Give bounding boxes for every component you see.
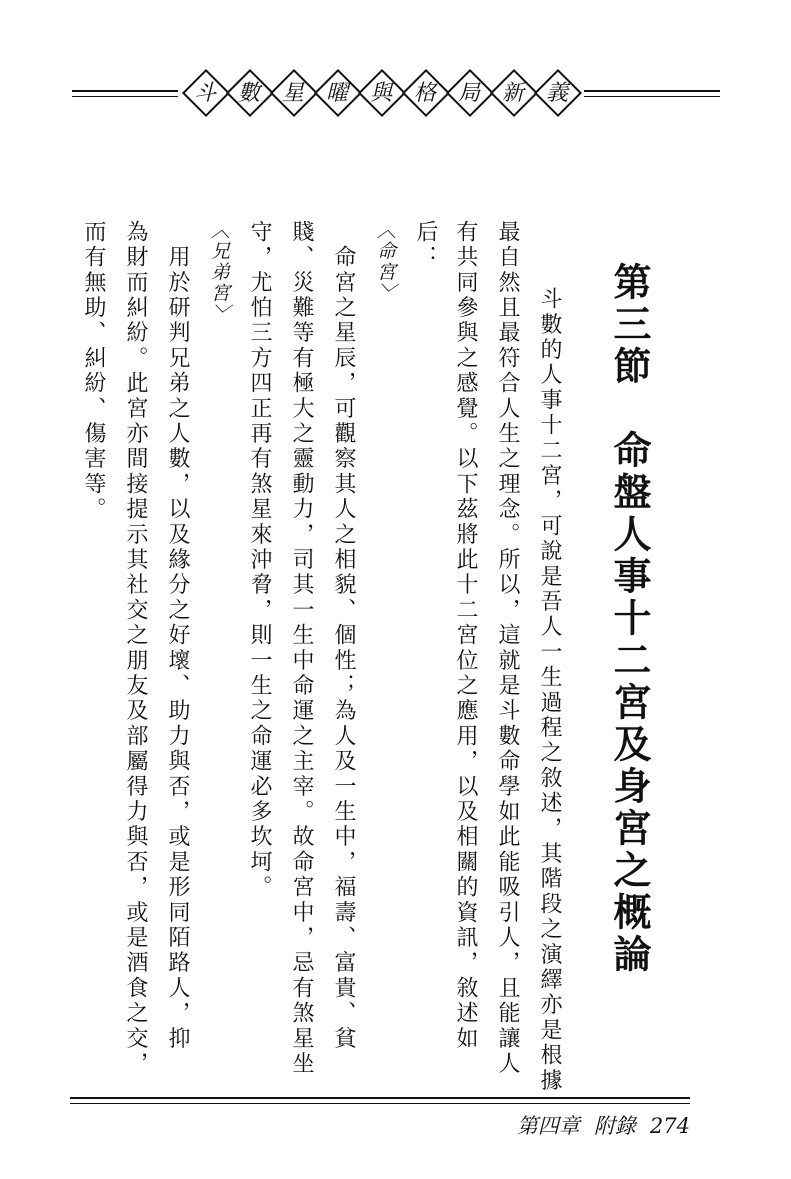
- header-title-char: 新: [501, 81, 524, 106]
- body-line: 后：: [413, 220, 438, 271]
- body-line: 有共同參與之感覺。以下茲將此十二宮位之應用，以及相關的資訊，敘述如: [453, 220, 478, 1052]
- header-title-char: 星: [281, 81, 304, 106]
- palace-heading-ming: 〈命宮〉: [374, 220, 396, 304]
- header-title-char: 數: [237, 81, 260, 106]
- body-line: 最自然且最符合人生之理念。所以，這就是斗數命學如此能吸引人，且能讓人: [495, 220, 520, 1077]
- header-title-char: 格: [413, 81, 436, 106]
- body-line: 用於研判兄弟之人數，以及緣分之好壞、助力與否，或是形同陌路人，抑: [165, 220, 190, 1052]
- header-rule-right-bottom: [584, 96, 720, 97]
- running-header: [0, 60, 791, 135]
- page-footer: [470, 1110, 690, 1140]
- header-rule-left-bottom: [72, 96, 178, 97]
- page-number: 274: [649, 1114, 690, 1138]
- header-title-char: 斗: [193, 81, 216, 106]
- body-line: 命宮之星辰，可觀察其人之相貌、個性；為人及一生中，福壽、富貴、貧: [331, 220, 356, 1052]
- header-title-char: 局: [457, 81, 480, 106]
- header-title-char: 義: [545, 81, 568, 106]
- header-title-char: 與: [369, 81, 392, 106]
- body-line: 賤、災難等有極大之靈動力，司其一生中命運之主宰。故命宮中，忌有煞星坐: [289, 220, 314, 1077]
- body-line: 守，尤怕三方四正再有煞星來沖脅，則一生之命運必多坎坷。: [247, 220, 272, 901]
- body-line: 而有無助、糾紛、傷害等。: [81, 220, 106, 523]
- body-line: 為財而糾紛。此宮亦間接提示其社交之朋友及部屬得力與否，或是酒食之交，: [123, 220, 148, 1077]
- header-rule-right-top: [584, 90, 720, 92]
- body-line: 斗數的人事十二宮，可說是吾人一生過程之敘述，其階段之演繹亦是根據: [537, 262, 562, 1094]
- footer-rule-top: [70, 1097, 690, 1099]
- section-title: 第三節 命盤人事十二宮及身宮之概論: [607, 262, 651, 976]
- header-title-char: 曜: [325, 81, 348, 106]
- footer-chapter: 第四章: [516, 1114, 580, 1138]
- footer-rule-bottom: [70, 1103, 690, 1104]
- header-rule-left-top: [72, 90, 178, 92]
- palace-heading-siblings: 〈兄弟宮〉: [208, 220, 230, 325]
- header-title: [183, 60, 579, 135]
- footer-section: 附錄: [593, 1114, 636, 1138]
